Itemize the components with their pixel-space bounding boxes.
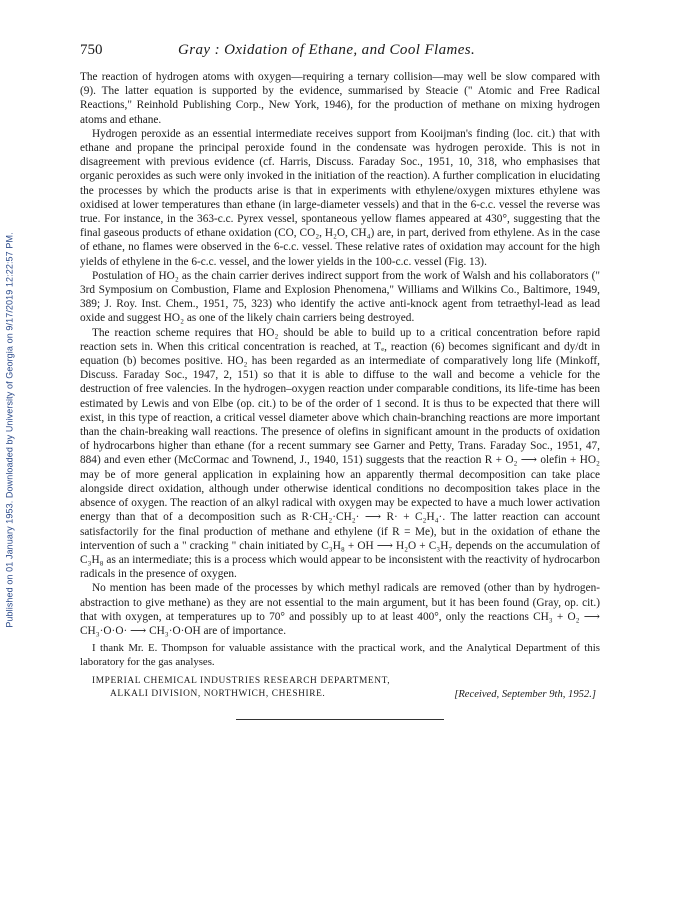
article-body (80, 70, 600, 638)
page-number: 750 (80, 42, 103, 58)
end-rule (236, 719, 444, 720)
affiliation-line-1: IMPERIAL CHEMICAL INDUSTRIES RESEARCH DEPARTMENT, (92, 676, 391, 687)
affiliation-block (80, 675, 600, 705)
publication-stamp (1, 130, 19, 730)
paragraph: The reaction of hydrogen atoms with oxygen—requiring a ternary collision—may well be slow compared with (9). The latter equation is supported by the evidence, summarised by Steacie (" Atomic and Free Radical Reactions," Reinhold Publishing Corp., New York, 1946), for the production of methane on mixing hydrogen atoms and ethane. (80, 71, 600, 126)
paragraph: No mention has been made of the processes by which methyl radicals are removed (other than by hydrogen-abstraction to give methane) as they are not essential to the main argument, but it has been found (Gray, op. cit.) that with oxygen, at temperatures up to 70° and possibly up to at least 400°, only the reactions CH₃ + O₂ ⟶ CH₃·O·O· ⟶ CH₃·O·OH are of importance. (80, 582, 600, 637)
journal-page (80, 42, 600, 720)
running-title: Gray : Oxidation of Ethane, and Cool Flames. (178, 42, 476, 58)
acknowledgement-text: I thank Mr. E. Thompson for valuable assistance with the practical work, and the Analytical Department of this laboratory for the gas analyses. (80, 642, 600, 668)
paragraph: Postulation of HO₂ as the chain carrier derives indirect support from the work of Walsh and his collaborators (" 3rd Symposium on Combustion, Flame and Explosion Phenomena," Williams and Wilkins Co., Baltimore, 1949, 389; J. Roy. Inst. Chem., 1951, 75, 323) who identify the active anti-knock agent from tetraethyl-lead as lead oxide and suggest HO₂ as one of the likely chain carriers being destroyed. (80, 269, 600, 325)
paragraph: Hydrogen peroxide as an essential intermediate receives support from Kooijman's finding (loc. cit.) that with ethane and propane the principal peroxide found in the condensate was hydrogen peroxide. This is not in disagreement with previous evidence (cf. Harris, Discuss. Faraday Soc., 1951, 10, 318, who emphasises that organic peroxides as such were only invoked in the initiation of the reaction). A further complication in elucidating the processes by which the products arise is that in experiments with ethylene/oxygen mixtures ethylene was oxidised at lower temperatures than ethane (in large-diameter vessels) and that in the 6-c.c. vessel the reverse was true. For instance, in the 363-c.c. Pyrex vessel, spontaneous yellow flames appeared at 430°, suggesting that the final gaseous products of ethane oxidation (CO, CO₂, H₂O, CH₄) are, in part, derived from ethylene. As in the case of ethane, no flames were observed in the 6-c.c. vessel. These relative rates of oxidation may account for the high yields of ethylene in the 6-c.c. vessel, and the lower yields in the 100-c.c. vessel (Fig. 13). (80, 127, 600, 268)
acknowledgement (80, 642, 600, 669)
affiliation-line-2: ALKALI DIVISION, NORTHWICH, CHESHIRE. (110, 689, 326, 700)
page-header (80, 42, 600, 64)
publication-stamp-text: Published on 01 January 1953. Downloaded by University of Georgia on 9/17/2019 12:22:57 PM. (5, 232, 16, 628)
received-date: [Received, September 9th, 1952.] (454, 689, 596, 701)
paragraph: The reaction scheme requires that HO₂ should be able to build up to a critical concentration before rapid reaction sets in. When this critical concentration is reached, at Tₑ, reaction (6) becomes significant and dy/dt in equation (b) becomes positive. HO₂ has been regarded as an intermediate of comparatively long life (Minkoff, Discuss. Faraday Soc., 1947, 2, 151) so that it is able to diffuse to the wall and become a vehicle for the destruction of free valencies. In the hydrogen–oxygen reaction under comparable conditions, its life-time has been estimated by Lewis and von Elbe (op. cit.) to be of the order of 1 second. It is thus to be expected that there will exist, in this type of reaction, a critical vessel diameter above which chain-branching reactions are more important than the chain-breaking wall reactions. The presence of olefins in significant amount in the products of oxidation of hydrocarbons higher than ethane (for a recent summary see Garner and Petty, Trans. Faraday Soc., 1951, 47, 884) and even ether (McCormac and Townend, J., 1940, 151) suggests that the reaction R + O₂ ⟶ olefin + HO₂ may be of more general application in explaining how an apparently thermal decomposition can take place alongside direct oxidation, although under otherwise identical conditions no decomposition takes place in the absence of oxygen. The reaction of an alkyl radical with oxygen may be expected to have a much lower activation energy than that of a decomposition such as R·CH₂·CH₂· ⟶ R· + C₂H₄·. The latter reaction can account satisfactorily for the final production of methane and ethylene (if R = Me), but in the oxidation of ethane the intervention of such a " cracking " chain initiated by C₃H₈ + OH ⟶ H₂O + C₃H₇ depends on the accumulation of C₃H₈ as an intermediate; this is a process which would appear to be inconsistent with the reactivity of hydrocarbon radicals in the presence of oxygen. (80, 326, 600, 581)
